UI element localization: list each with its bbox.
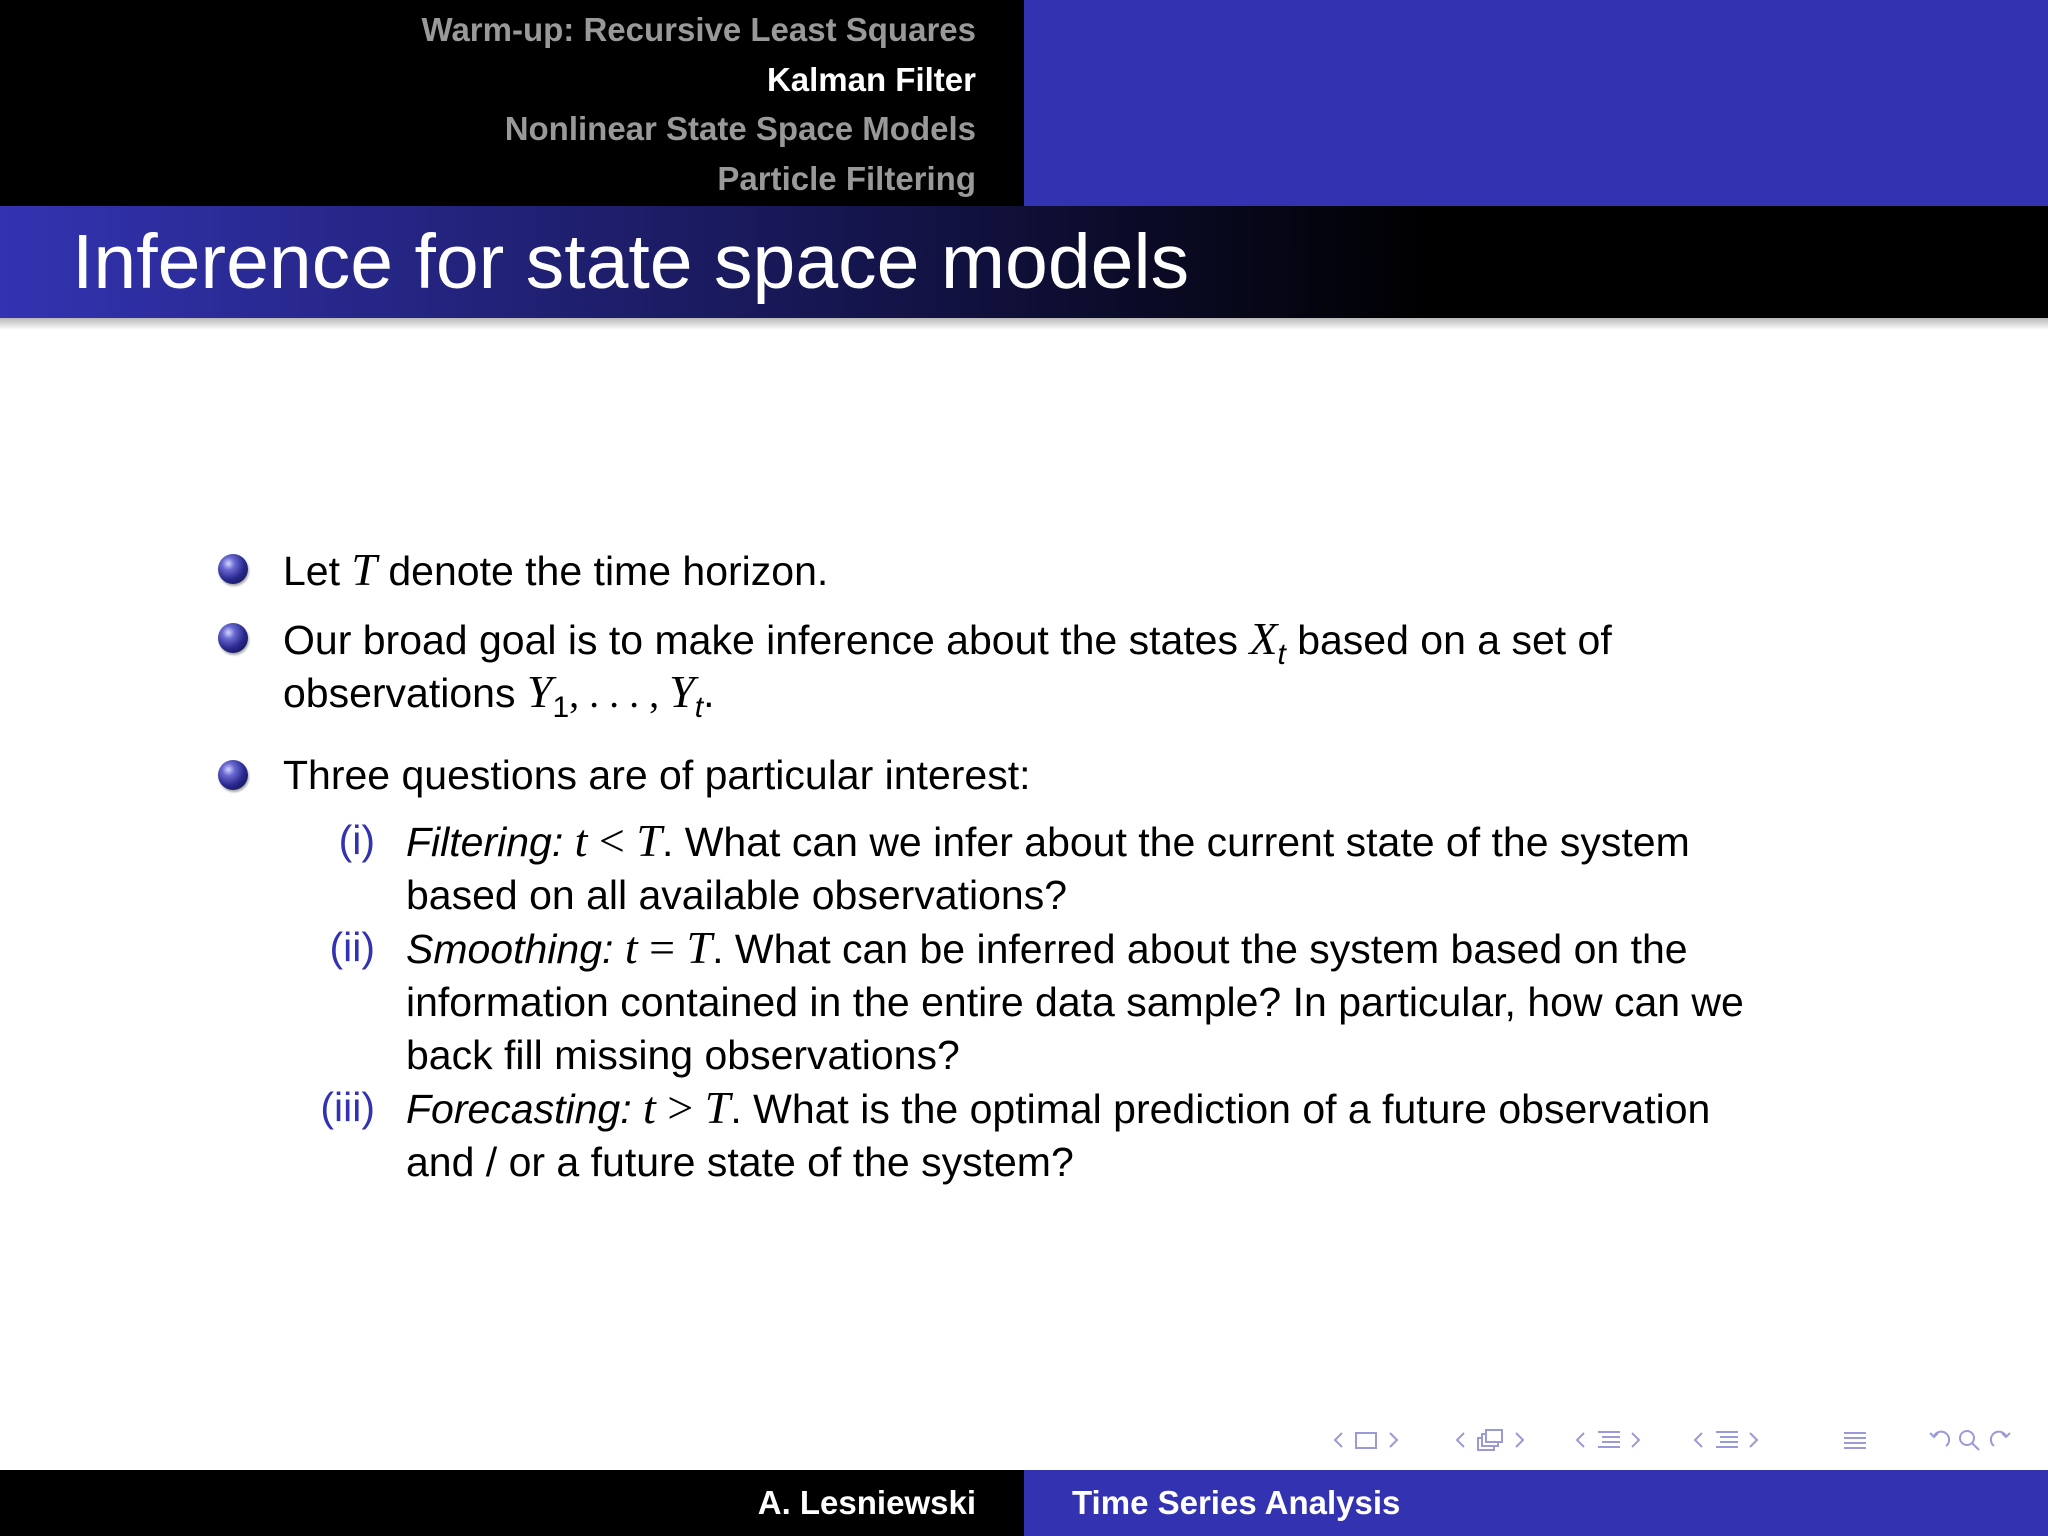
redo-icon[interactable]: [1986, 1424, 2014, 1456]
nav-section-kalman-filter[interactable]: Kalman Filter: [766, 60, 976, 98]
slide-title: Inference for state space models: [72, 219, 1190, 305]
bullet-text: Three questions are of particular interest:: [283, 752, 1031, 798]
nav-right-arrow-icon[interactable]: [1748, 1424, 1760, 1456]
section-navigation: [0, 0, 1024, 203]
frame-icon[interactable]: [1352, 1424, 1382, 1456]
bullet-text: Our broad goal is to make inference about the states $X_t$ based on a set of: [283, 613, 1612, 671]
nav-right-arrow-icon[interactable]: [1514, 1424, 1526, 1456]
nav-left-arrow-icon[interactable]: [1332, 1424, 1344, 1456]
enum-text: Forecasting: t > T. What is the optimal prediction of a future observation and / or a future state of the system?: [406, 1082, 1711, 1185]
bullet-ball-icon: [218, 623, 248, 653]
header-right-panel: [1024, 0, 2048, 206]
bullet-text: Let T denote the time horizon.: [283, 544, 829, 595]
subsection-icon[interactable]: [1474, 1424, 1508, 1456]
header-left-panel: [0, 0, 1024, 206]
nav-right-arrow-icon[interactable]: [1630, 1424, 1642, 1456]
undo-icon[interactable]: [1926, 1424, 1954, 1456]
nav-section-nonlinear[interactable]: Nonlinear State Space Models: [504, 110, 976, 147]
enum-text: Smoothing: t = T. What can be inferred about the system based on the information contained in the entire data sample? In particular, how can we back fill missing observations?: [406, 922, 1744, 1078]
enum-label: (i): [338, 817, 375, 863]
section-list-icon[interactable]: [1594, 1424, 1624, 1456]
nav-right-arrow-icon[interactable]: [1388, 1424, 1400, 1456]
footer-left-panel: [0, 1470, 1024, 1536]
nav-section-particle-filtering[interactable]: Particle Filtering: [717, 159, 976, 197]
subsection-list-icon[interactable]: [1712, 1424, 1742, 1456]
enum-label: (iii): [320, 1084, 375, 1130]
enum-text: Filtering: t < T. What can we infer about the current state of the system based on all available observations?: [406, 815, 1690, 918]
bullet-ball-icon: [218, 760, 248, 790]
nav-left-arrow-icon[interactable]: [1454, 1424, 1466, 1456]
nav-section-warmup[interactable]: Warm-up: Recursive Least Squares: [421, 11, 976, 48]
nav-left-arrow-icon[interactable]: [1692, 1424, 1704, 1456]
bullet-text-continued: observations $Y_1$, . . . , $Y_t$.: [283, 666, 715, 724]
footer-title[interactable]: Time Series Analysis: [1072, 1484, 1401, 1521]
bullet-ball-icon: [218, 554, 248, 584]
align-icon[interactable]: [1840, 1424, 1870, 1456]
enum-label: (ii): [329, 924, 375, 970]
nav-left-arrow-icon[interactable]: [1574, 1424, 1586, 1456]
search-icon[interactable]: [1956, 1424, 1984, 1456]
slide-content: [0, 318, 2048, 1468]
navigation-symbols: [1332, 1424, 2032, 1456]
footer-right-panel: [1024, 1470, 2048, 1536]
footer-author[interactable]: A. Lesniewski: [757, 1484, 976, 1521]
title-bar: [0, 206, 2048, 318]
